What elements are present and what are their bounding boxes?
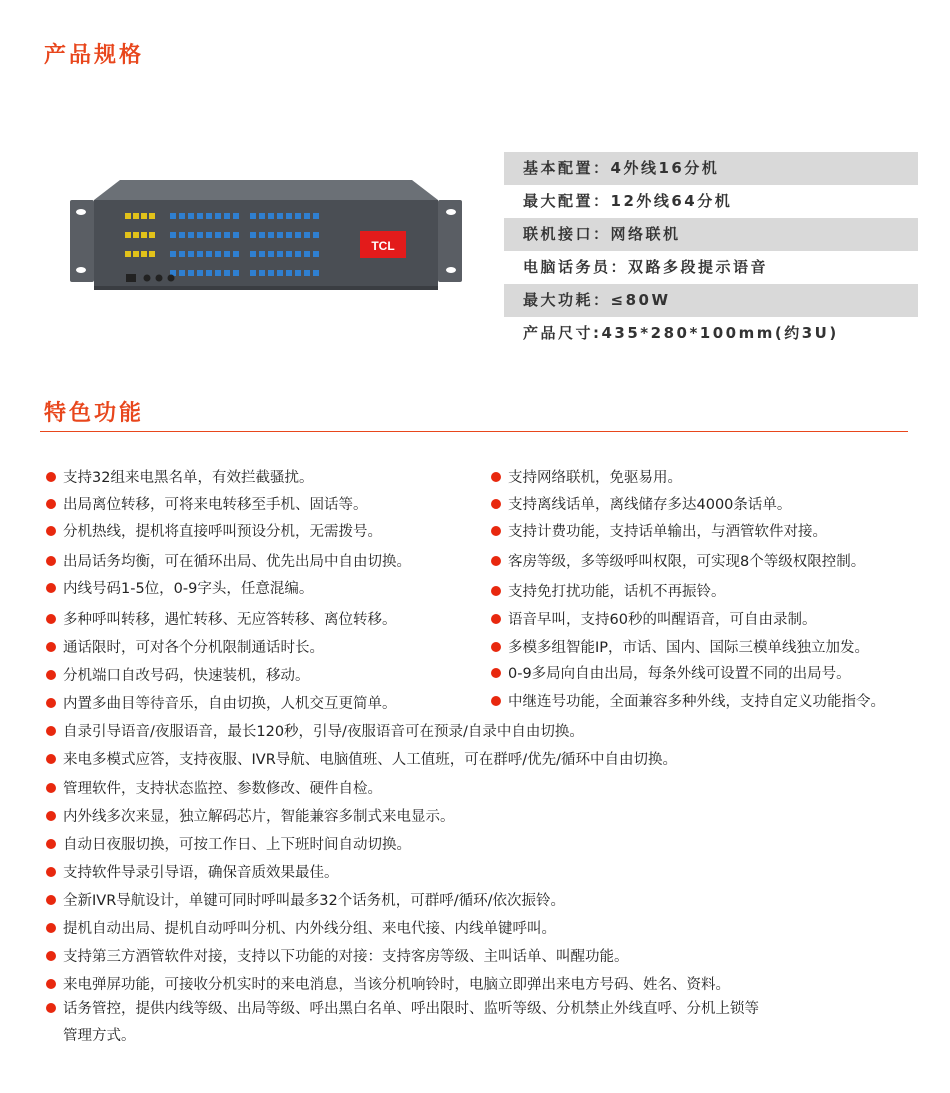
bullet-icon	[46, 1003, 56, 1013]
bullet-icon	[46, 698, 56, 708]
trunk-port	[141, 232, 147, 238]
trunk-port	[133, 232, 139, 238]
bullet-icon	[491, 472, 501, 482]
bullet-icon	[491, 614, 501, 624]
extension-port	[313, 270, 319, 276]
extension-port	[268, 213, 274, 219]
feature-item: 来电多模式应答，支持夜服、IVR导航、电脑值班、人工值班，可在群呼/优先/循环中自由切换。	[46, 748, 677, 769]
feature-item: 分机端口自改号码，快速装机，移动。	[46, 664, 310, 685]
extension-port	[233, 232, 239, 238]
extension-port	[197, 232, 203, 238]
feature-item: 支持离线话单，离线储存多达4000条话单。	[491, 493, 791, 514]
trunk-port	[141, 213, 147, 219]
extension-port	[286, 270, 292, 276]
bullet-icon	[46, 583, 56, 593]
feature-item: 出局话务均衡，可在循环出局、优先出局中自由切换。	[46, 550, 411, 571]
trunk-port	[149, 213, 155, 219]
bullet-icon	[46, 556, 56, 566]
spec-row: 联机接口：网络联机	[504, 218, 918, 251]
bullet-icon	[491, 526, 501, 536]
extension-port	[224, 232, 230, 238]
feature-item: 语音早叫，支持60秒的叫醒语音，可自由录制。	[491, 608, 816, 629]
spec-row: 产品尺寸:435*280*100mm(约3U)	[523, 324, 839, 342]
feature-item: 自录引导语音/夜服语音，最长120秒，引导/夜服语音可在预录/自录中自由切换。	[46, 720, 584, 741]
extension-port	[268, 270, 274, 276]
spec-row: 最大功耗：≤80W	[504, 284, 918, 317]
extension-port	[206, 213, 212, 219]
trunk-port	[149, 232, 155, 238]
feature-item: 内外线多次来显，独立解码芯片，智能兼容多制式来电显示。	[46, 805, 455, 826]
extension-port	[188, 213, 194, 219]
extension-port	[215, 251, 221, 257]
bullet-icon	[46, 754, 56, 764]
extension-port	[250, 270, 256, 276]
extension-port	[170, 232, 176, 238]
extension-port	[313, 213, 319, 219]
extension-port	[268, 232, 274, 238]
extension-port	[286, 213, 292, 219]
bullet-icon	[46, 499, 56, 509]
extension-port	[286, 232, 292, 238]
feature-item: 支持第三方酒管软件对接，支持以下功能的对接：支持客房等级、主叫话单、叫醒功能。	[46, 945, 629, 966]
bullet-icon	[46, 670, 56, 680]
extension-port	[250, 251, 256, 257]
extension-port	[250, 213, 256, 219]
extension-port	[179, 232, 185, 238]
feature-item: 支持网络联机，免驱易用。	[491, 466, 682, 487]
extension-port	[224, 251, 230, 257]
extension-port	[304, 270, 310, 276]
extension-port	[197, 213, 203, 219]
extension-port	[179, 251, 185, 257]
feature-item: 支持计费功能，支持话单输出，与酒管软件对接。	[491, 520, 827, 541]
bullet-icon	[46, 839, 56, 849]
feature-item: 来电弹屏功能，可接收分机实时的来电消息，当该分机响铃时，电脑立即弹出来电方号码、姓名、资料。	[46, 973, 730, 994]
pbx-device-image	[70, 180, 462, 300]
trunk-port	[149, 251, 155, 257]
feature-item: 自动日夜服切换，可按工作日、上下班时间自动切换。	[46, 833, 411, 854]
bullet-icon	[491, 696, 501, 706]
extension-port	[215, 270, 221, 276]
extension-port	[197, 251, 203, 257]
extension-port	[259, 270, 265, 276]
features-section-title: 特色功能	[44, 401, 145, 426]
extension-port	[233, 213, 239, 219]
extension-port	[170, 251, 176, 257]
spec-section-title: 产品规格	[44, 43, 145, 68]
extension-port	[188, 251, 194, 257]
trunk-port	[125, 213, 131, 219]
extension-port	[215, 213, 221, 219]
extension-port	[277, 232, 283, 238]
extension-port	[313, 251, 319, 257]
extension-port	[197, 270, 203, 276]
extension-port	[268, 251, 274, 257]
bullet-icon	[491, 642, 501, 652]
extension-port	[295, 232, 301, 238]
feature-item: 支持软件导录引导语，确保音质效果最佳。	[46, 861, 339, 882]
feature-item: 0-9多局向自由出局，每条外线可设置不同的出局号。	[491, 662, 851, 683]
feature-item: 客房等级，多等级呼叫权限，可实现8个等级权限控制。	[491, 550, 865, 571]
feature-item: 通话限时，可对各个分机限制通话时长。	[46, 636, 324, 657]
bullet-icon	[491, 668, 501, 678]
spec-table	[504, 152, 918, 350]
extension-port	[179, 213, 185, 219]
extension-port	[313, 232, 319, 238]
feature-item: 支持32组来电黑名单，有效拦截骚扰。	[46, 466, 313, 487]
extension-port	[277, 270, 283, 276]
feature-item: 内置多曲目等待音乐，自由切换，人机交互更简单。	[46, 692, 397, 713]
bullet-icon	[46, 783, 56, 793]
extension-port	[233, 251, 239, 257]
bullet-icon	[46, 979, 56, 989]
feature-item: 出局离位转移，可将来电转移至手机、固话等。	[46, 493, 368, 514]
bullet-icon	[46, 642, 56, 652]
trunk-port	[133, 251, 139, 257]
extension-port	[295, 270, 301, 276]
extension-port	[277, 251, 283, 257]
feature-item: 内线号码1-5位，0-9字头，任意混编。	[46, 577, 313, 598]
extension-port	[188, 232, 194, 238]
feature-item: 话务管控，提供内线等级、出局等级、呼出黑白名单、呼出限时、监听等级、分机禁止外线直呼、分机上锁等 管理方式。	[46, 996, 906, 1050]
tcl-logo-text: TCL	[371, 239, 395, 253]
extension-port	[170, 213, 176, 219]
extension-port	[206, 251, 212, 257]
spec-row: 最大配置：12外线64分机	[523, 192, 733, 210]
feature-item: 支持免打扰功能，话机不再振铃。	[491, 580, 726, 601]
bullet-icon	[46, 867, 56, 877]
feature-item: 多模多组智能IP，市话、国内、国际三模单线独立加发。	[491, 636, 869, 657]
trunk-port	[125, 251, 131, 257]
extension-port	[215, 232, 221, 238]
extension-port	[224, 270, 230, 276]
feature-item: 管理软件，支持状态监控、参数修改、硬件自检。	[46, 777, 382, 798]
bullet-icon	[46, 614, 56, 624]
bullet-icon	[46, 811, 56, 821]
extension-port	[304, 213, 310, 219]
bullet-icon	[46, 951, 56, 961]
features-divider	[40, 431, 908, 432]
extension-port	[259, 213, 265, 219]
feature-item: 全新IVR导航设计，单键可同时呼叫最多32个话务机，可群呼/循环/依次振铃。	[46, 889, 565, 910]
extension-port	[259, 232, 265, 238]
trunk-port	[133, 213, 139, 219]
extension-port	[206, 232, 212, 238]
extension-port	[295, 251, 301, 257]
extension-port	[179, 270, 185, 276]
extension-port	[188, 270, 194, 276]
extension-port	[304, 232, 310, 238]
feature-item: 多种呼叫转移，遇忙转移、无应答转移、离位转移。	[46, 608, 397, 629]
extension-port	[224, 213, 230, 219]
extension-port	[206, 270, 212, 276]
trunk-port	[125, 232, 131, 238]
bullet-icon	[46, 726, 56, 736]
bullet-icon	[46, 472, 56, 482]
bullet-icon	[46, 526, 56, 536]
feature-item: 分机热线，提机将直接呼叫预设分机，无需拨号。	[46, 520, 382, 541]
spec-row: 基本配置：4外线16分机	[504, 152, 918, 185]
extension-port	[304, 251, 310, 257]
spec-row: 电脑话务员：双路多段提示语音	[523, 258, 769, 276]
bullet-icon	[46, 923, 56, 933]
trunk-port	[141, 251, 147, 257]
feature-item: 中继连号功能，全面兼容多种外线，支持自定义功能指令。	[491, 690, 885, 711]
bullet-icon	[491, 586, 501, 596]
bullet-icon	[491, 499, 501, 509]
bullet-icon	[491, 556, 501, 566]
extension-port	[277, 213, 283, 219]
extension-port	[286, 251, 292, 257]
extension-port	[233, 270, 239, 276]
bullet-icon	[46, 895, 56, 905]
extension-port	[295, 213, 301, 219]
feature-item: 提机自动出局、提机自动呼叫分机、内外线分组、来电代接、内线单键呼叫。	[46, 917, 556, 938]
extension-port	[250, 232, 256, 238]
extension-port	[259, 251, 265, 257]
